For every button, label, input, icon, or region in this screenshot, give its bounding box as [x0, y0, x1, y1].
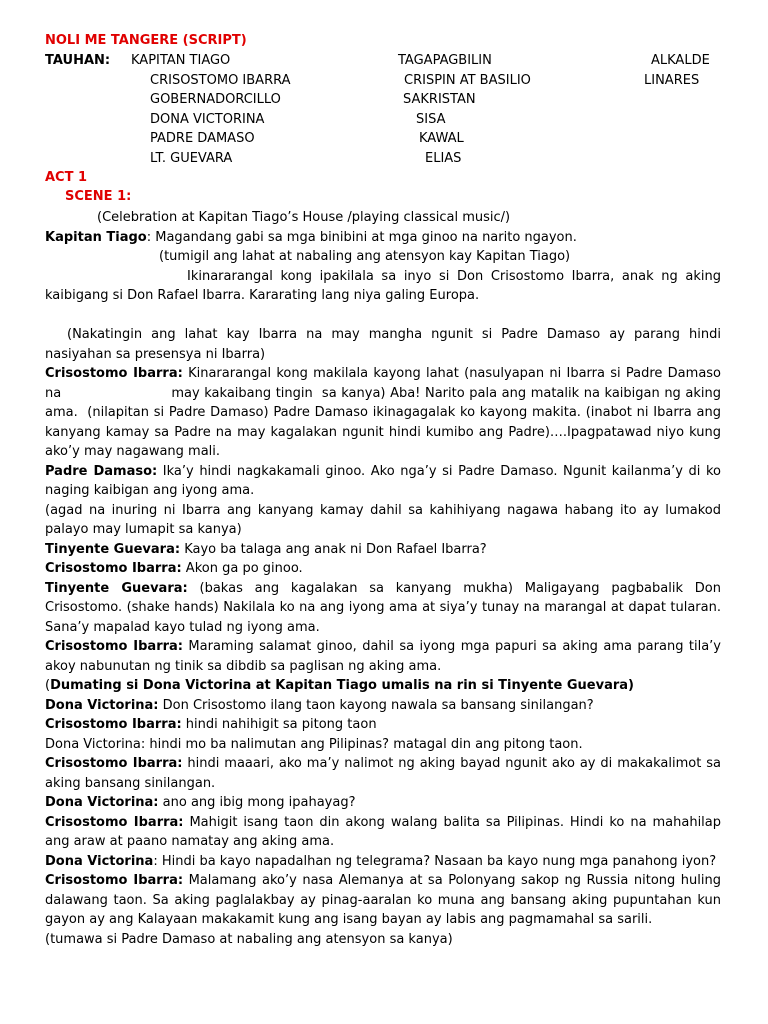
dialogue-text: Kinararangal kong makilala kayong lahat (nasulyapan ni Ibarra si Padre Damaso na may kakaibang tingin sa kanya) Aba! Narito pala ang matalik na kaibigan ng aking ama. (nilapitan si Padre Damaso) Padre Damaso ikinagagalak ko kayong makita. (inabot ni Ibarra ang kanyang kamay sa Padre na may kagalakan ngunit hindi kumibo ang Padre)….Ipagpatawad niyo kung ako’y may nagawang mali. — [45, 366, 726, 459]
speaker-name: Dona Victorina: — [45, 795, 159, 810]
dialogue-line — [45, 579, 721, 638]
dialogue-line — [45, 871, 721, 930]
cast-member: KAPITAN TIAGO — [131, 53, 231, 68]
cast-row — [0, 151, 768, 171]
dialogue-text: Ika’y hindi nagkakamali ginoo. Ako nga’y si Padre Damaso. Ngunit kailanma’y di ko naging kaibigan ang iyong ama. — [45, 463, 721, 498]
cast-member: SISA — [416, 111, 446, 127]
cast-list — [0, 53, 768, 170]
cast-label: TAUHAN: — [45, 53, 111, 68]
dialogue-line — [45, 852, 721, 872]
dialogue-continuation: Ikinararangal kong ipakilala sa inyo si Don Crisostomo Ibarra, anak ng aking kaibigang si Don Rafael Ibarra. Kararating lang niya galing Europa. — [45, 268, 721, 303]
cast-member: KAWAL — [419, 131, 464, 146]
cast-member: LINARES — [644, 72, 700, 88]
speaker-name: Crisostomo Ibarra: — [45, 717, 182, 732]
dialogue-line — [45, 540, 721, 560]
dialogue-text: : Hindi ba kayo napadalhan ng telegrama? Nasaan ba kayo nung mga panahong iyon? — [153, 853, 717, 869]
scene-heading: SCENE 1: — [65, 189, 132, 204]
speaker-name: Padre Damaso: — [45, 463, 158, 479]
dialogue-line — [45, 228, 721, 248]
dialogue-line — [45, 793, 721, 813]
stage-direction: (tumigil ang lahat at nabaling ang atensyon kay Kapitan Tiago) — [159, 249, 571, 264]
dialogue-line — [45, 559, 721, 579]
cast-member: CRISPIN AT BASILIO — [404, 72, 531, 88]
dialogue-line — [45, 364, 726, 462]
dialogue-text: Mahigit isang taon din akong walang balita sa Pilipinas. Hindi ko na mahahilap ang araw at paano namatay ang aking ama. — [45, 814, 722, 849]
speaker-name: Dona Victorina — [45, 853, 154, 869]
cast-member: LT. GUEVARA — [150, 150, 233, 166]
cast-member: SAKRISTAN — [403, 92, 476, 107]
cast-member: PADRE DAMASO — [150, 131, 255, 146]
speaker-name: Dona Victorina: — [45, 697, 159, 713]
stage-direction: (tumawa si Padre Damaso at nabaling ang atensyon sa kanya) — [45, 931, 453, 947]
dialogue-text: : Magandang gabi sa mga binibini at mga ginoo na narito ngayon. — [146, 229, 577, 245]
cast-member: TAGAPAGBILIN — [398, 53, 492, 68]
stage-direction-text: (Nakatingin ang lahat kay Ibarra na may mangha ngunit si Padre Damaso ay parang hindi nasiyahan sa presensya ni Ibarra) — [45, 327, 721, 362]
blank-line — [45, 306, 721, 326]
dialogue-line: Dona Victorina: hindi mo ba nalimutan ang Pilipinas? matagal din ang pitong taon. — [45, 736, 583, 752]
dialogue-text: Kayo ba talaga ang anak ni Don Rafael Ibarra? — [180, 541, 487, 557]
speaker-name: Crisostomo Ibarra: — [45, 814, 184, 830]
script-title: NOLI ME TANGERE (SCRIPT) — [45, 33, 247, 48]
cast-member: ALKALDE — [651, 53, 710, 68]
dialogue-text: hindi maaari, ako ma’y nalimot ng aking bayad ngunit ako ay di makakalimot sa aking bansang sinilangan. — [45, 756, 722, 791]
cast-row — [0, 73, 768, 93]
cast-member: GOBERNADORCILLO — [150, 92, 281, 107]
dialogue-line — [45, 754, 721, 793]
dialogue-text: Malamang ako’y nasa Alemanya at sa Polonyang sakop ng Russia nitong huling dalawang taon. Sa aking paglalakbay ay pinag-aaralan ko muna ang bansang aking pupuntahan kun gayon ay ang Kalayaan makakamit kung ang isang bayan ay labis ang pagmamahal sa sarili. — [45, 873, 721, 927]
stage-direction — [45, 325, 721, 364]
stage-direction: (agad na inuring ni Ibarra ang kanyang kamay dahil sa kahihiyang nagawa habang ito ay lumakod palayo may lumapit sa kanya) — [45, 502, 721, 537]
cast-member: CRISOSTOMO IBARRA — [150, 72, 291, 88]
speaker-name: Crisostomo Ibarra: — [45, 639, 183, 654]
stage-direction: (Celebration at Kapitan Tiago’s House /playing classical music/) — [97, 210, 511, 225]
dialogue-line — [45, 696, 721, 716]
dialogue-line — [45, 637, 721, 676]
dialogue-line — [45, 715, 721, 735]
act-heading: ACT 1 — [45, 170, 88, 185]
speaker-name: Crisostomo Ibarra: — [45, 561, 182, 576]
speaker-name: Crisostomo Ibarra: — [45, 873, 184, 888]
script-body — [45, 208, 726, 949]
dialogue-line — [45, 462, 721, 501]
speaker-name: Tinyente Guevara: — [45, 541, 181, 557]
dialogue-text: Maraming salamat ginoo, dahil sa iyong mga papuri sa aking ama parang tila’y akoy nabunutan ng tinik sa dibdib sa paglisan ng aking ama. — [45, 639, 721, 674]
dialogue-text: Akon ga po ginoo. — [181, 561, 303, 576]
speaker-name: Crisostomo Ibarra: — [45, 756, 183, 771]
cast-row — [0, 112, 768, 132]
dialogue-text: hindi nahihigit sa pitong taon — [181, 717, 377, 732]
speaker-name: Kapitan Tiago — [45, 229, 147, 245]
speaker-name: Crisostomo Ibarra: — [45, 366, 183, 381]
cast-row — [0, 131, 768, 151]
dialogue-line — [45, 813, 721, 852]
dialogue-text: (bakas ang kagalakan sa kanyang mukha) Maligayang pagbabalik Don Crisostomo. (shake hands) Nakilala ko na ang iyong ama at siya’y tunay na marangal at dapat tularan. Sana’y mapalad kayo tulad ng iyong ama. — [45, 580, 721, 635]
speaker-name: Tinyente Guevara: — [45, 580, 188, 596]
cast-member: ELIAS — [425, 150, 462, 166]
dialogue-text: Don Crisostomo ilang taon kayong nawala sa bansang sinilangan? — [158, 697, 594, 713]
dialogue-text: ano ang ibig mong ipahayag? — [158, 795, 356, 810]
stage-direction-bold: Dumating si Dona Victorina at Kapitan Tiago umalis na rin si Tinyente Guevara) — [50, 678, 634, 693]
stage-direction — [45, 676, 721, 696]
cast-member: DONA VICTORINA — [150, 111, 265, 127]
cast-row — [0, 53, 768, 73]
paren-open: ( — [45, 678, 51, 693]
cast-row — [0, 92, 768, 112]
